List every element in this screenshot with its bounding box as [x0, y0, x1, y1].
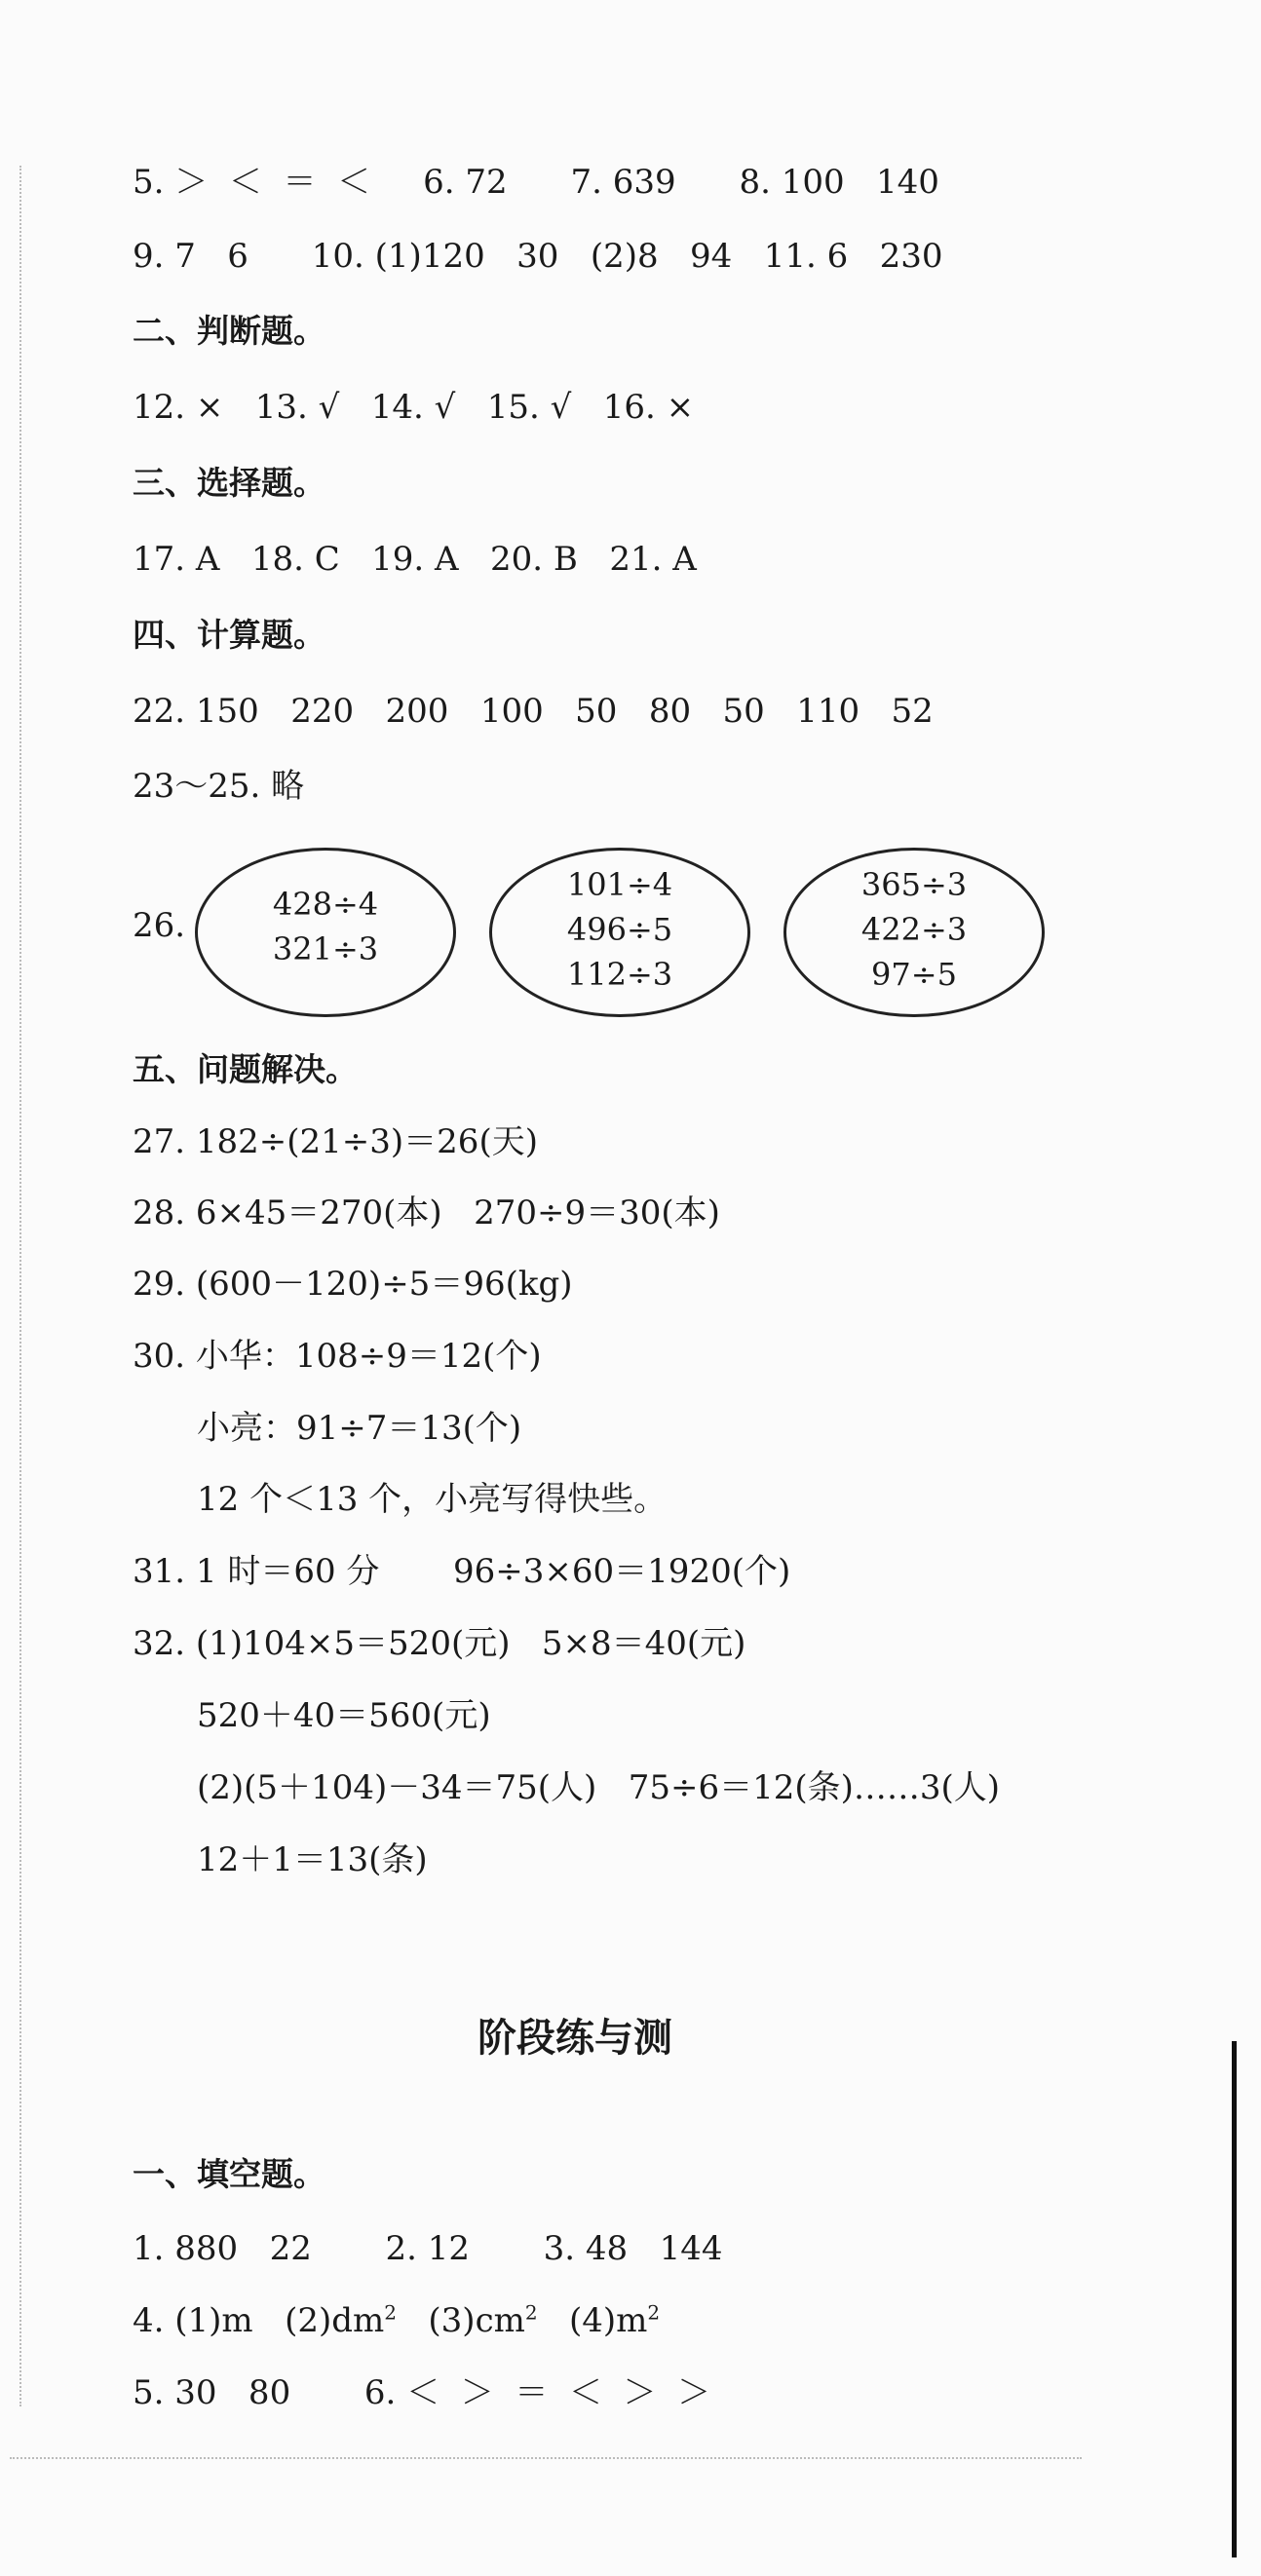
square-superscript: 2	[524, 2300, 538, 2325]
ellipse-1-item: 428÷4	[272, 886, 379, 923]
ellipse-2-item: 496÷5	[566, 911, 673, 948]
ellipse-3-item: 97÷5	[871, 956, 957, 993]
heading-problem-solving: 五、问题解决。	[133, 1050, 358, 1088]
answer-line-26-label: 26.	[133, 906, 186, 945]
answer-line-22: 22. 150 220 200 100 50 80 50 110 52	[133, 692, 934, 731]
left-dotted-margin	[19, 166, 21, 2406]
answer-line-9-11: 9. 7 6 10. (1)120 30 (2)8 94 11. 6 230	[133, 237, 943, 276]
answer-line-29: 29. (600－120)÷5＝96(kg)	[133, 1265, 573, 1304]
ellipse-2-item: 101÷4	[566, 866, 673, 903]
ellipse-3-item: 365÷3	[860, 866, 968, 903]
ellipse-3-content	[783, 862, 1045, 997]
ellipse-1-item: 321÷3	[272, 930, 379, 967]
heading-fill-blank: 一、填空题。	[133, 2155, 325, 2193]
answer-line-17-21: 17. A 18. C 19. A 20. B 21. A	[133, 540, 697, 579]
heading-judgement: 二、判断题。	[133, 312, 325, 350]
ellipse-2-item: 112÷3	[566, 956, 673, 993]
units-part-2: (3)cm	[396, 2301, 525, 2340]
answer-line-30-b: 小亮：91÷7＝13(个)	[197, 1409, 522, 1448]
answer-line-32-b: 520＋40＝560(元)	[197, 1696, 491, 1735]
square-superscript: 2	[647, 2300, 661, 2325]
heading-choice: 三、选择题。	[133, 464, 325, 502]
ellipse-3-item: 422÷3	[860, 911, 968, 948]
stage-answer-line-1-3: 1. 880 22 2. 12 3. 48 144	[133, 2229, 723, 2268]
stage-answer-line-5-6: 5. 30 80 6. ＜ ＞ ＝ ＜ ＞ ＞	[133, 2373, 711, 2412]
stage-answer-line-4	[133, 2301, 660, 2340]
ellipse-1-content	[195, 882, 456, 971]
units-part-1: 4. (1)m (2)dm	[133, 2301, 385, 2340]
answer-line-28: 28. 6×45＝270(本) 270÷9＝30(本)	[133, 1193, 720, 1232]
answer-line-23-25: 23～25. 略	[133, 767, 305, 806]
answer-line-32-c: (2)(5＋104)－34＝75(人) 75÷6＝12(条)……3(人)	[197, 1768, 1001, 1807]
heading-calculation: 四、计算题。	[133, 616, 325, 654]
answer-line-12-16: 12. × 13. √ 14. √ 15. √ 16. ×	[133, 388, 695, 427]
answer-line-31: 31. 1 时＝60 分 96÷3×60＝1920(个)	[133, 1552, 791, 1591]
answer-line-32-d: 12＋1＝13(条)	[197, 1840, 428, 1879]
page-edge-bar	[1232, 2041, 1237, 2557]
units-part-3: (4)m	[537, 2301, 648, 2340]
square-superscript: 2	[384, 2300, 397, 2325]
answer-line-30: 30. 小华：108÷9＝12(个)	[133, 1337, 542, 1376]
section-title: 阶段练与测	[478, 2016, 672, 2061]
bottom-dotted-line	[10, 2457, 1082, 2459]
ellipse-2-content	[489, 862, 750, 997]
answer-line-5-8: 5. ＞ ＜ ＝ ＜ 6. 72 7. 639 8. 100 140	[133, 163, 939, 202]
answer-line-30-c: 12 个＜13 个，小亮写得快些。	[197, 1480, 668, 1519]
answer-line-27: 27. 182÷(21÷3)＝26(天)	[133, 1122, 538, 1161]
answer-line-32: 32. (1)104×5＝520(元) 5×8＝40(元)	[133, 1624, 746, 1663]
